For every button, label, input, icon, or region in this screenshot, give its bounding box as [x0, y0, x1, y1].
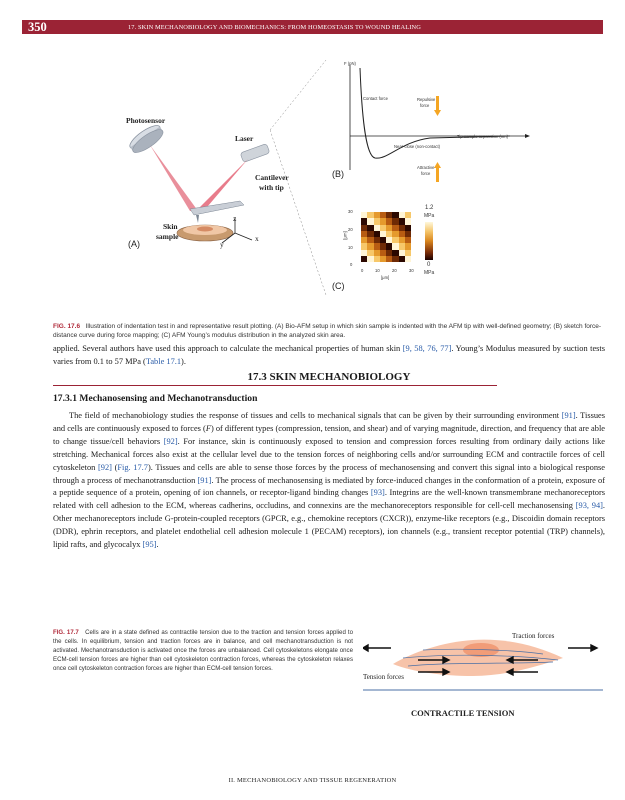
table-link[interactable]: Table 17.1 — [145, 356, 182, 366]
reference-link[interactable]: [95] — [142, 540, 157, 550]
heatmap-cell — [405, 256, 411, 262]
panel-b-letter: (B) — [332, 169, 344, 179]
separation-axis-label: Tip-sample separation (nm) — [457, 134, 509, 139]
non-contact-label: Near-close (non-contact) — [394, 144, 441, 149]
attractive-arrow — [436, 168, 439, 182]
attractive-force-label: force — [421, 171, 431, 176]
sample-label: sample — [156, 232, 179, 241]
heatmap-x-tick: 20 — [392, 268, 397, 273]
axis-x-label: x — [255, 234, 259, 243]
reference-link[interactable]: [92] — [163, 436, 178, 446]
section-title: 17.3 SKIN MECHANOBIOLOGY — [247, 371, 411, 383]
repulsive-arrow — [436, 96, 439, 110]
reference-link[interactable]: [93] — [370, 488, 385, 498]
contractile-tension-title: CONTRACTILE TENSION — [411, 708, 515, 718]
reference-link[interactable]: [91] — [561, 411, 576, 420]
reference-link[interactable]: [91] — [197, 475, 212, 485]
contact-force-label: Contact force — [363, 96, 388, 101]
heatmap-x-unit: [μm] — [381, 275, 390, 280]
laser-icon — [240, 144, 270, 163]
heatmap-x-tick: 0 — [361, 268, 364, 273]
figure-link[interactable]: Fig. 17.7 — [117, 462, 148, 472]
contractile-tension-illustration — [363, 628, 603, 708]
page-number: 350 — [28, 20, 47, 34]
photosensor-icon — [127, 122, 166, 157]
heatmap-x-tick: 30 — [409, 268, 414, 273]
repulsive-label: Repulsive — [417, 97, 436, 102]
reference-link[interactable]: [92] — [97, 462, 112, 472]
force-distance-curve — [340, 60, 540, 190]
tension-forces-label: Tension forces — [363, 673, 404, 681]
section-rule — [53, 385, 497, 386]
panel-c-letter: (C) — [332, 281, 345, 291]
footer: II. MECHANOBIOLOGY AND TISSUE REGENERATION — [228, 777, 397, 784]
traction-forces-label: Traction forces — [512, 632, 555, 640]
colorbar-min: 0 — [427, 262, 431, 268]
with-tip-label: with tip — [259, 183, 284, 192]
cantilever — [190, 201, 244, 215]
figure-17-6-caption — [53, 322, 605, 341]
panel-a-letter: (A) — [128, 239, 140, 249]
reference-link[interactable]: [9, 58, 76, 77] — [402, 344, 452, 353]
paragraph: applied. Several authors have used this approach to calculate the mechanical properties of human skin [9, 58, 76, 77]. Young’s Modulus measured by suction tests varies from 0.1 to 57 MPa (Table 17.1). — [53, 344, 606, 366]
running-head: 17. SKIN MECHANOBIOLOGY AND BIOMECHANICS: FROM HOMEOSTASIS TO WOUND HEALING — [128, 24, 421, 31]
force-axis-label: F (pN) — [344, 61, 356, 66]
heatmap-y-tick: 20 — [348, 227, 353, 232]
colorbar-min-unit: MPa — [424, 270, 435, 276]
paragraph: The field of mechanobiology studies the response of tissues and cells to mechanical signals that can be given by their surrounding environment [91]. Tissues and cells are continuously exposed to forces (F) of different types (compression, tension, and shear) and of varying magnitude, direction, and frequency that are able to change tissue/cell behaviors [92]. For instance, skin is continuously exposed to tension and compression forces resulting from ordinary daily actions like stretching. Mechanical forces also exist at the cellular level due to the tension forces of neighboring cells and/or surrounding ECM and contractile forces of cell cytoskeleton [92] (Fig. 17.7). Tissues and cells are able to sense those forces by the process of mechanosensing and convert this signal into a biological response through a process of mechanotransduction [91]. The process of mechanosensing is mediated by force-induced changes in the conformation of a protein, exposure of a peptide sequence of a protein, opening of ion channels, or receptor-ligand binding changes [93]. Integrins are the well-known transmembrane mechanoreceptors related with cell adhesion to the ECM, whereas cadherins, occludins, and connexins are the mechanoreceptors responsible for cell-cell mechanosensing [93, 94]. Other mechanoreceptors include G-protein-coupled receptors (GPCR, e.g., chemokine receptors (CXCR)), enzyme-like receptors (e.g., Discoidin domain receptors (DDR), ephrin receptors, and platelet endothelial cell adhesion molecule 1 (PECAM) receptors), ion channels (e.g., transient receptor potential (TRP) channels), lipid rafts, and glycocalyx [95]. — [53, 411, 606, 550]
caption-text: Cells are in a state defined as contractile tension due to the traction and tension forces applied to the cells. In equilibrium, tension and traction forces are in balance, and cell mechanotransduction is not activated. Mechanotransduction is activated once the forces are unbalanced. Cell cytoskeletons elongate once ECM-cell tension forces are higher than cell cytoskeleton contraction forces, whereas the cytoskeleton relaxes once cell cytoskeleton contraction forces are higher than ECM-cell tension forces. — [53, 629, 354, 673]
repulsive-force-label: force — [420, 103, 430, 108]
attractive-label: Attractive — [417, 165, 435, 170]
colorbar-max-unit: MPa — [424, 213, 435, 219]
modulus-heatmap — [361, 212, 411, 262]
zoom-lines — [270, 55, 330, 305]
figure-label: FIG. 17.6 — [53, 323, 81, 330]
colorbar — [425, 222, 433, 260]
skin-label: Skin — [163, 222, 178, 231]
axis-z-label: z — [233, 214, 237, 223]
laser-label: Laser — [235, 134, 254, 143]
heatmap-y-unit: [μm] — [342, 231, 348, 240]
figure-label: FIG. 17.7 — [53, 629, 79, 636]
figure-17-7-caption — [53, 628, 353, 673]
heatmap-x-tick: 10 — [375, 268, 380, 273]
reference-link[interactable]: [93, 94] — [575, 501, 603, 511]
caption-text: Illustration of indentation test in and representative result plotting. (A) Bio-AFM setup in which skin sample is indented with the AFM tip with well-defined geometry; (B) sketch force-distance curve during force mapping; (C) AFM Young’s modulus distribution in the analyzed skin area. — [53, 323, 602, 340]
reflected-beam — [150, 145, 198, 211]
photosensor-label: Photosensor — [126, 116, 166, 125]
colorbar-max: 1.2 — [425, 205, 434, 211]
axis-y-label: y — [220, 240, 224, 249]
heatmap-y-tick: 0 — [350, 262, 353, 267]
subsection-title: 17.3.1 Mechanosensing and Mechanotransduction — [53, 393, 258, 404]
heatmap-y-tick: 30 — [348, 209, 353, 214]
cantilever-label: Cantilever — [255, 173, 289, 182]
heatmap-y-tick: 10 — [348, 245, 353, 250]
